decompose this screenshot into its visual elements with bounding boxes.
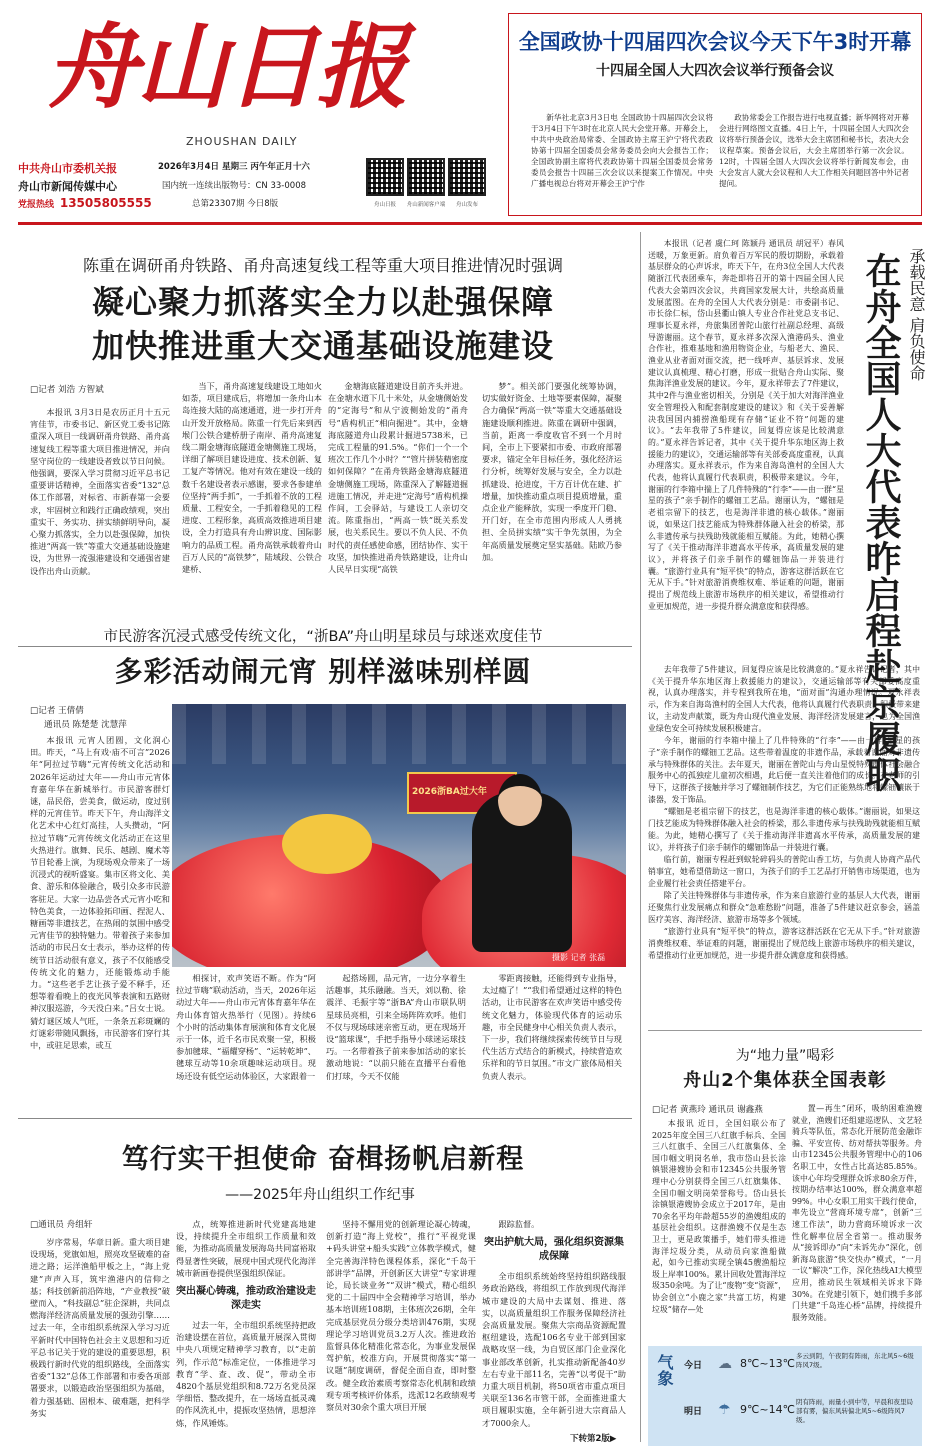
weather-temp: 8℃~13℃ (740, 1357, 795, 1370)
org-title: 笃行实干担使命 奋楫扬帆启新程 (121, 1144, 525, 1175)
org-col-4: 跟踪监督。 突出护航大局，强化组织资源集成保障 全市组织系统始终坚持组织路线服务政治路线，将组织工作放到现代海洋城市建设的大局中去谋划、推进、落实，以高质量组织工作服务保障经济社会高质量发展。聚焦大宗商品资源配置枢纽建设，选配106名专业干部到国家战略攻坚一线，为自贸区部门企业深化事业部改革创新，扎实推动新配备40岁左右专业干部11名，完善“以考促干”助力重大项目机制，将50项省市重点项目关联至136名市管干部，全面推进重大项目履职实施，全年新引进大宗商品人才7000余人。 (482, 1219, 626, 1428)
weather-temp: 9℃~14℃ (740, 1403, 795, 1416)
continued-link[interactable]: 下转第2版▶ (570, 1434, 617, 1444)
issue-date: 2026年3月4日 星期三 丙午年正月十六 (158, 162, 310, 172)
publisher-1: 中共舟山市委机关报 (18, 162, 117, 175)
festival-col-a: 相探讨，欢声笑语不断。作为“阿拉过节嗨”联动活动，当天，2026年运动过大年——舟山市元宵体育嘉年华在舟山体育馆火热举行（见图）。持续6个小时的活动集体育展演和体育文化展示于一体，近千名市民欢聚一堂，积极参加毽球、“福耀穿杨”、“运转乾坤”、毽球互动等10余项趣味运动项目。现场还设有低空运动体验区，大家跟着一 (176, 973, 316, 1081)
masthead-title: 舟山日报 (46, 13, 407, 121)
top-news-col1: 新华社北京3月3日电 全国政协十四届四次会议将于3月4日下午3时在北京人民大会堂开幕。开幕会上，中共中央政治局常委、全国政协主席王沪宁将代表政协第十四届全国委员会常务委员会向大会报告工作；全国政协副主席将代表政协第十四届全国委员会常务委员会报告十四届三次会议以来提案工作情况。中央广播电视总台将对开幕会王沪宁作 (531, 113, 713, 188)
weather-day: 明日 (684, 1407, 703, 1417)
qr-caption: 舟山日报 (373, 202, 396, 208)
org-byline: □通讯员 舟组轩 (30, 1220, 93, 1230)
award-title: 舟山2个集体获全国表彰 (683, 1070, 887, 1091)
weather-row (684, 1352, 914, 1392)
arena-lights (172, 704, 626, 764)
award-col-2: 置—再生”闭环，吸纳困难渔嫂就业，渔嫂们还组建巡逻队、文艺轻骑兵等队伍，常态化开展防范金融诈骗、平安宣传、纺对帮扶等服务。舟山市12345公共服务管理中心的106名职工中，女性占比高达85.85%。该中心年均受理群众诉求80余万件，按期办结率达100%，群众满意率超99%。中心女职工用实干践行使命，率先设立“营商环境专席”，创新“三速工作法”，助力营商环境诉求一次性化解率位居全省第一。推动服务从“接诉即办”向“未诉先办”深化，创新海岛旅游“快交快办”模式，“一月一议”解决“工作，深化热线AI大模型应用，推动民生领域相关诉求下降30%。在党建引领下，她们携手多部门共建“千岛连心桥”品牌，持续提升服务效能。 (792, 1104, 922, 1322)
publisher-2: 舟山市新闻传媒中心 (18, 180, 117, 193)
section-divider (18, 1118, 632, 1119)
masthead (18, 8, 508, 220)
lead-col-2: 当下，甬舟高速复线建设工地如火如荼，项目建成后，将增加一条舟山本岛连接大陆的高速通道，进一步打开舟山开发开放格局。陈重一行先后来到西堠门公铁合建桥册子南岸、甬舟高速复线二期金塘海底隧道金塘侧施工现场，详细了解项目建设进度、技术创新、复工复产等情况。他对有效在建设一线的数千名建设者表示感谢，要求各参建单位坚持“两手抓”，一手抓着不放的工程质量、工程安全，一手抓着稳见的工程进度、工程形象，高质高效推进项目建设，全力打造具有舟山辨识度、国际影响力的品质工程。甬舟高铁承载着舟山百万人民的“高铁梦”，陆域段、公铁合建桥、 (182, 381, 322, 575)
rain-icon: ☂ (718, 1402, 731, 1418)
top-news-col2: 政协常委会工作报告进行电视直播；新华网将对开幕会进行网络图文直播。4日上午，十四届全国人大四次会议将举行预备会议，选举大会主席团和秘书长，表决大会议程草案。预备会议后，大会主席团举行第一次会议。12时，十四届全国人大四次会议将举行新闻发布会，由大会发言人就大会议程和人大工作相关问题回答中外记者提问。 (719, 113, 909, 188)
hotline-number: 13505805555 (59, 196, 152, 210)
column-rule (640, 232, 641, 1442)
qr-code (448, 158, 486, 196)
issue-number: 总第23307期 今日8版 (192, 199, 279, 209)
qr-caption: 舟山新闻客户端 (406, 202, 446, 208)
lead-col-4: 梦”。相关部门要强化统筹协调，切实做好资金、土地等要素保障，凝聚合力确保“两高一铁”等重大交通基础设施建设顺利推进。陈重在调研中强调，当前，距离一季度收官不到一个月时间，全市上下要紧扣市委、市政府部署要求，锚定全年目标任务，强化经济运行分析，统筹好发展与安全，全力以赴抓建设、抢进度，干方百计优在建、扩增量，加快推动重点项目提质增量，重点企业产能释放，实现一季度开门稳、开门好，在全市范围内形成人人勇挑担、全员拼实绩”实干争先氛围，为全年高质量发展奠定坚实基础。陆欧乃参加。 (482, 381, 622, 562)
festival-byline-2: 通讯员 陈楚楚 沈慧萍 (44, 720, 127, 730)
top-news-box (508, 13, 922, 216)
lead-kicker: 陈重在调研甬舟铁路、甬舟高速复线工程等重大项目推进情况时强调 (82, 256, 563, 275)
hotline-label: 党报热线 (18, 200, 55, 210)
award-col-1: 本报讯 近日，全国妇联公布了2025年度全国三八红旗手标兵、全国三八红旗手、全国三八红旗集体、全国巾帼文明岗名单，我市岱山县长涂镇银港嫂协会和市12345公共服务管理中心分别获得全国三八红旗集体、全国巾帼文明岗荣誉称号。岱山县长涂镇银港嫂协会成立于2017年，是由70余名平均年龄超55岁的渔嫂组成的基层社会组织。这群渔嫂不仅是生态卫士，更是政策播手，她们带头推进海洋垃圾分类，从动员向家渔船做起，如今已推动实现全镇45艘渔船垃圾上岸率100%。累计回收处置海洋垃圾350余吨。为了让“废物”变“资源”，协会创立“小鹿之家”共富工坊，构建垃圾“储存—处 (652, 1119, 786, 1314)
right-feature-col-lower: 去年我带了5件建议，回复得应该是比较满意的。”夏永祥告诉记者，其中《关于提升华东地区海上救援能力的建议》，交通运输部等有关部委高度重视，认真办理落实，并专程到我所在地，“面对面”沟通办理情况。夏永祥表示，作为来自海岛渔村的全国人大代表，他将认真履行代表职责，积极带来建议，主动发声献策，既为舟山现代渔业发展、海洋经济发展建言，也为全国渔业绿色安全可持续发展积极建言。 今年，谢丽的行李箱中揣上了几件特殊的“行李”——由一群“星星的孩子”亲手制作的螺钿工艺品。这些带着温度的非遗作品，承载着谢丽对非遗传承与特殊群体的关注。去年夏天，谢丽在普陀山与舟山星悦特殊群体社会融合服务中心的孤独症儿童初次相遇，此后便一直关注着他们的成长。在老师的引导下，这群孩子接触并学习了螺钿制作技艺，为它们正能熟练地将螺钿镶嵌于漆器，发于饰品。 “螺钿是老祖宗留下的技艺，也是海洋非遗的核心载体。”谢丽说，如果这门技艺能成为特殊群体融入社会的桥梁，那么非遗传承与扶残助残就能相互赋能。为此，她精心撰写了《关于推动海洋非遗高水平传承，高质量发展的建议》，并将孩子们亲手制作的螺钿饰品一并装进行囊。 临行前，谢丽专程赶到蚁轮碎码头的普陀山香工坊，与负责人协商产品代销事宜，她希望借助这一窗口，为孩子们的手工艺品打开销售市场渠道，也为企业履行社会责任搭建平台。 除了关注特殊群体与非遗传承，作为来自旅游行业的基层人大代表，谢丽还聚焦行业发展痛点和群众“急难愁盼”问题，准备了5件建议赶京参会，涵盖医疗美容、海洋经济、旅游市场等多个领域。 “旅游行业具有“短平快”的特点，游客这群活跃在它无从下手。”针对旅游消费维权难、举证难的问题，谢丽提出了规范线上旅游市场秩序的相关建议，希望推动行业更加规范，进一步提升群众满意度和获得感。 (648, 665, 920, 960)
masthead-divider (18, 222, 922, 225)
lead-col-1: 本报讯 3月3日是农历正月十五元宵佳节，市委书记、新区党工委书记陈重深入项目一线调研甬舟铁路、甬舟高速复线工程等重大项目推进情况，并向坚守岗位的一线建设者致以节日问候。他强调，要深入学习贯彻习近平总书记重要讲话精神，全面落实省委“132”总体工作部署，对标省、市新春第一会要求，牢固树立和践行正确政绩观，突出重实干、务实功、拼实绩鲜明导向，凝心聚力抓落实，全力以赴强保障，加快推进“两高一铁”等重大交通基础设施建设，为世界一流强港建设和交通强省建设作出舟山贡献。 (30, 407, 170, 576)
right-feature-title: 在舟全国人大代表昨启程赴京履职 (860, 252, 901, 792)
org-col-2: 点，统筹推进新时代党建高地建设，持续提升全市组织工作质量和效能，为推动高质量发展海岛共同富裕取得显著性突破，展现中国式现代化海洋城市新画卷提供坚强组织保证。 突出凝心铸魂，推动政治建设走深走实 过去一年，全市组织系统坚持把政治建设摆在首位，高质量开展深入贯彻中央八项规定精神学习教育，以“走前列，作示范”标准定位，一体推进学习教育“学、查、改、促”，带动全市4820个基层党组织和8.72万名党员深学细悟、整改提升，在一场场直抵灵魂的作风洗礼中，提振攻坚热情，思想淬炼，作风锤炼。 (176, 1219, 316, 1428)
masthead-pinyin: ZHOUSHAN DAILY (186, 135, 298, 148)
festival-byline-1: □记者 王倩倩 (30, 706, 84, 716)
lead-byline: □记者 刘浩 方智斌 (30, 385, 104, 395)
lead-title-1: 凝心聚力抓落实全力以赴强保障 (91, 283, 554, 321)
hotline (18, 196, 152, 210)
right-feature-col: 本报讯（记者 虞仁珂 陈颖丹 通讯员 胡冠平）春风送暖，万象更新。肩负着百万军民的殷切期盼，承载着基层群众的心声诉求，昨天下午，在舟3位全国人大代表随浙江代表团乘车，奔赴即将召开的第十四届全国人民代表大会第四次会议，共商国家发展大计，共绘高质量发展蓝图。在舟的全国人大代表分别是：市委副书记、市长徐仁标，岱山县衢山镇人专业合作社党总支书记、理事长夏永祥，舟旅集团普陀山旅行社副总经理、高级导游谢丽。这个春节，夏永祥多次深入渔港码头、渔业合作社，推难基地和渔用物资企业，与船老大、渔民、渔业从业者面对面交流，把一线呼声、基层诉求、发展建议认真梳理、精心打磨，形成一批贴合舟山实际、聚焦海洋渔业发展的建议。今年，夏永祥带去了7件建议，其中2件与渔业密切相关，分别是《关于加大对海洋渔业安全管理投入和配套制度建设的建议》和《关于妥善解决我国国内捕捞渔船现有存储“证业不符”问题的建议》。“去年我带了5件建议，回复得应该是比较满意的。”夏永祥告诉记者，其中《关于提升华东地区海上救援能力的建议》，交通运输部等有关部委高度重视，认真办理落实。夏永祥表示，作为来自海岛渔村的全国人大代表，他将认真履行代表职责，积极带来建议。今年，谢丽的行李箱中揣上了几件特殊的“行李”——由一群“星星的孩子”亲手制作的螺钿工艺品。谢丽认为，“螺钿是老祖宗留下的技艺，也是海洋非遗的核心载体。”谢丽说，如果这门技艺能成为特殊群体融入社会的桥梁，那么非遗传承与扶残助残就能相互赋能。为此，她精心撰写了《关于推动海洋非遗高水平传承，高质量发展的建议》，并将孩子们亲手制作的螺钿饰品一并装进行囊。“旅游行业具有“短平快”的特点，游客这群活跃在它无从下手。”针对旅游消费维权难、举证难的问题，谢丽提出了规范线上旅游市场秩序的相关建议，希望推动行业更加规范，进一步提升群众满意度和获得感。 (648, 239, 844, 611)
weather-box (648, 1346, 922, 1446)
weather-label: 气象 (655, 1354, 674, 1386)
top-news-subheadline: 十四届全国人大四次会议举行预备会议 (596, 63, 834, 79)
top-news-headline: 全国政协十四届四次会议今天下午3时开幕 (518, 30, 912, 54)
photo-caption: 摄影 记者 张磊 (552, 953, 606, 962)
weather-row (684, 1398, 914, 1438)
section-divider (18, 646, 632, 647)
org-col-1: 岁序常易，华章日新。重大项目建设现场，党旗如旭，照亮攻坚破难的奋进之路；运洋渔船甲板之上，“海上党建”声声入耳，筑牢渔港内的信仰之基；科技创新前沿阵地，“产业教授”破壁而入，“科技副总”驻企深耕，共同点燃海洋经济高质量发展的强劲引擎……过去一年，全市组织系统深入学习习近平新时代中国特色社会主义思想和习近平总书记关于党的建设的重要思想，积极践行新时代党的组织路线，全面落实省委“132”总体工作部署和市委各项部署要求，以锻造政治坚强组织为基础，着力强基础、固根本、破难题，把科学务实 (30, 1237, 170, 1418)
festival-col-c: 零距离接触，还能得到专业指导，太过瘾了！”“我们希望通过这样的特色活动，让市民游客在欢声笑语中感受传统文化魅力，体验现代体育的运动乐趣，市全民健身中心相关负责人表示，下一步，我们将继续探索传统节日与现代生活方式结合的新模式，持续营造欢乐祥和的节日氛围。”市文广旅体局相关负责人表示。 (482, 973, 622, 1081)
lead-title-2: 加快推进重大交通基础设施建设 (91, 327, 554, 365)
right-feature-kicker: 承载民意 肩负使命 (907, 248, 926, 382)
qr-code (407, 158, 445, 196)
org-subtitle: ——2025年舟山组织工作纪事 (225, 1187, 415, 1203)
qr-caption: 舟山发布 (455, 202, 478, 208)
award-byline: □记者 黄燕玲 通讯员 谢鑫燕 (652, 1105, 763, 1115)
banner-text: 2026浙BA过大年 (412, 787, 487, 797)
festival-photo (172, 704, 626, 967)
award-kicker: 为“地力量”喝彩 (735, 1048, 835, 1064)
festival-col-left: 本报讯 元宵人团圆，文化润心田。昨天，“马上有戏·庙不可言”2026年“阿拉过节嗨”元宵传统文化活动和2026年运动过大年——舟山市元宵体育嘉年华在新城举行。市民游客群灯谜，品民俗，尝美食，做运动，度过别样的元宵佳节。昨天下午，舟山海洋文化艺术中心红灯高挂，人头攒动，“阿拉过节嗨”元宵传统文化活动正在这里火热进行。旗舞、民乐、越剧、魔术等节目轮番上演，为现场观众带来了一场沉浸式的视听盛宴。集市区将文化、美食、游乐和体验融合，吸引众多市民游客驻足。大家一边品尝各式元宵小吃和特色美食，一边体验拓印画、捏泥人、糖画等非遗技艺，在热闹的氛围中感受元宵佳节的独特魅力。带着孩子来参加活动的市民吕女士表示，举办这样的传统节日活动很有意义，孩子不仅能感受传统文化的魅力，还能锻炼动手能力。“这些老手艺让孩子爱不释手，还想等着看晚上的夜光风筝表演和五路财神汉服巡游，今天没白来。”吕女士说。猜灯谜区域人气旺，一条条五彩斑斓的灯谜彩带随风飘扬，市民游客们穿行其中，或驻足思索，或互 (30, 735, 170, 1051)
festival-kicker: 市民游客沉浸式感受传统文化，“浙BA”舟山明星球员与球迷欢度佳节 (103, 629, 543, 645)
issue-cn: 国内统一连续出版物号：CN 33-0008 (162, 181, 307, 191)
lead-col-3: 金塘海底隧道建设目前齐头并进。在金塘水道下几十米处，从金塘侧始发的“定海号”和从宁波侧始发的“甬舟号”盾构机正“相向掘进”。其中，金塘海底隧道舟山段累计掘进5738米，已完成工程量的91.5%。“你们一个一个班次工作几个小时？”“管片拼装精密度如何保障？”在甬舟铁路金塘海底隧道金塘侧施工现场，陈重深入了解隧道掘进施工情况，并走进“定海号”盾构机操作间，工会驿站，与建设工人亲切交流。陈重指出，“两高一铁”既关系发展，也关系民生。要以不负人民、不负时代的责任感使命感，团结协作、实干攻坚，加快推进甬舟铁路建设，让舟山人民早日实现“高铁 (328, 381, 468, 575)
festival-col-b: 起搭场圆，品元宵，一边分享着生活趣事，其乐融融。当天，刘以勒、徐震洋、毛振宇等“浙BA”舟山市联队明星球员亮相，引来全场阵阵欢呼。他们不仅与现场球迷亲密互动，更在现场开设“篮球课”，手把手指导小球迷运球技巧。一名带着孩子前来参加活动的家长激动地说：“以前只能在直播平台看他们打球，今天不仅能 (326, 973, 466, 1081)
qr-code (366, 158, 404, 196)
org-col-3: 坚持不懈用党的创新理论凝心铸魂，创新打造“海上党校”，推行“平视党课+码头讲堂+船头实践”立体教学模式，健全完善海洋特色课程体系，深化“千岛干部讲学”品牌，开创新区大讲堂“专家讲理论，局长谈业务”“双讲”模式，精心组织党的二十届四中全会精神学习培训，举办基本培训班108期，主体班次26期，全年完成基层党员分级分类培训476期，实现理论学习培训党员3.2万人次。推进政治监督具体化精准化常态化，为事业发展保驾护航，校准方向，开展贯彻落实“第一议题”制度调研，督促全面自查，即时整改。健全政治素质考察常态化机制和政绩观专项考核评价体系，选派12名政绩观考察员对30余个重大项目开展 (326, 1219, 476, 1413)
weather-desc: 多云到阴，午夜阴有阵雨，东北风5~6级阵风7级。 (796, 1352, 914, 1369)
festival-title: 多彩活动闹元宵 别样滋味别样圆 (114, 655, 532, 688)
weather-desc: 阴有阵雨，雨量小到中等，早晨和夜里局部有雾，偏东风转偏北风5~6级阵风7级。 (796, 1398, 913, 1424)
weather-day: 今日 (684, 1361, 703, 1371)
inflatable-toy (282, 814, 372, 874)
org-subhead-2: 突出护航大局，强化组织资源集成保障 (484, 1237, 624, 1263)
person-face (498, 774, 542, 826)
cloudy-icon: ☁ (718, 1356, 732, 1372)
org-subhead-1: 突出凝心铸魂，推动政治建设走深走实 (176, 1286, 316, 1312)
